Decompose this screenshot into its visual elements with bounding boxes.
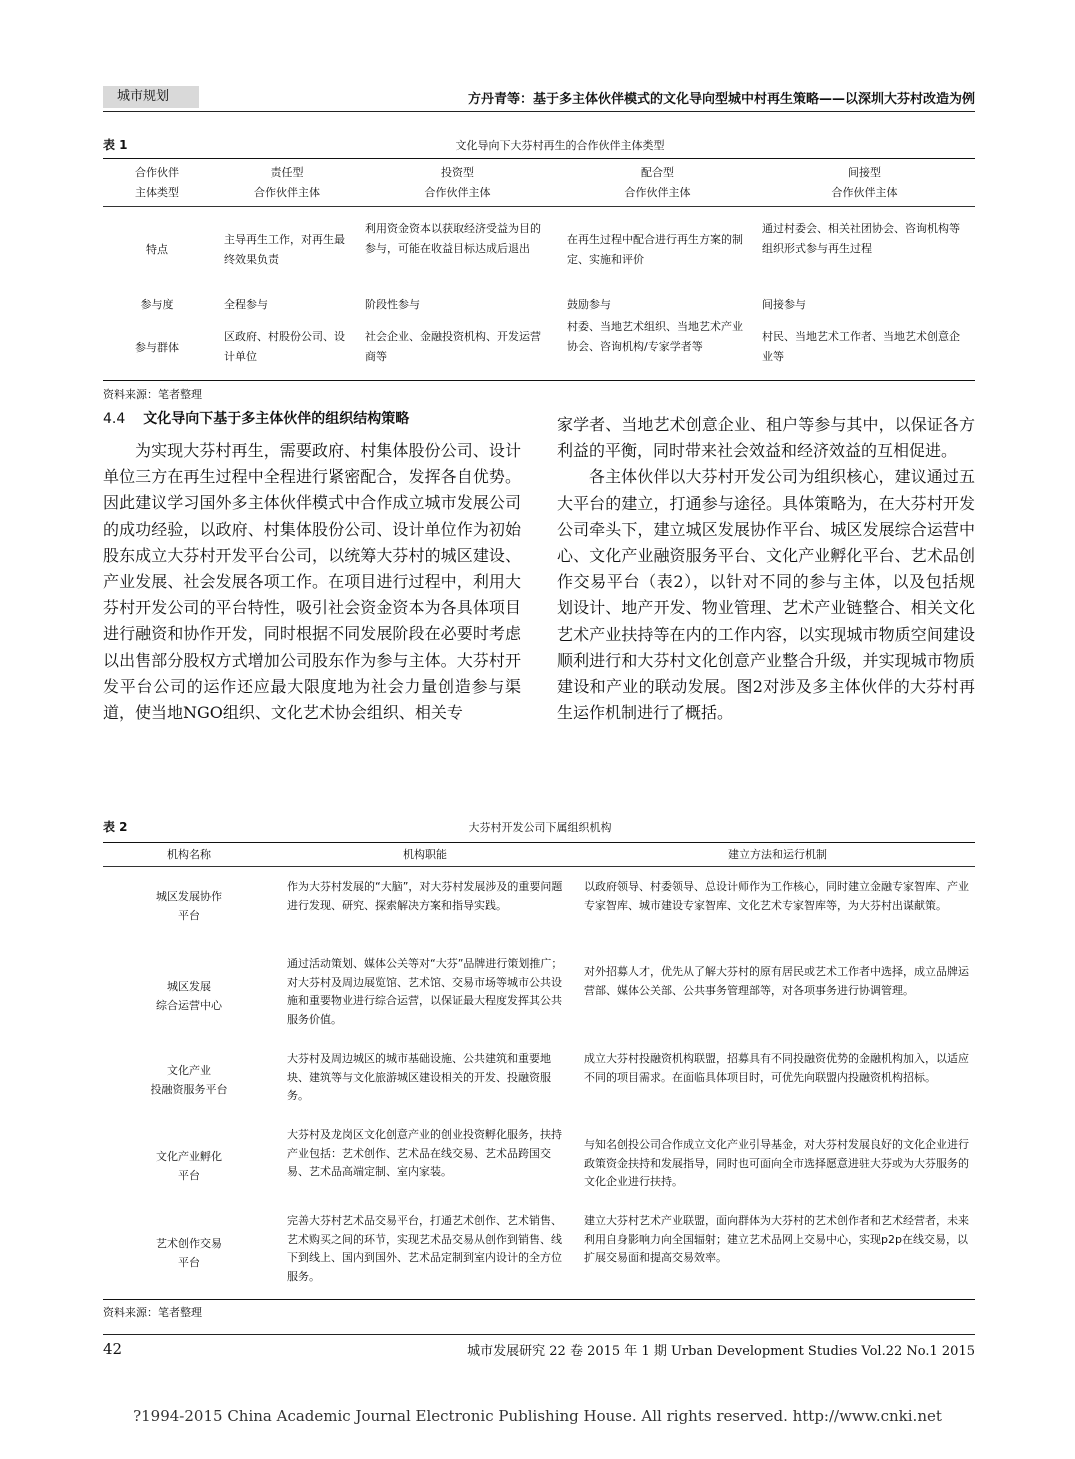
- section-tag: 城市规划: [103, 86, 199, 108]
- table1-row-label: 参与群体: [135, 341, 179, 354]
- table1-row-label: 参与度: [140, 298, 174, 311]
- section-number: 4.4: [103, 411, 126, 427]
- table2-mechanism-cell: 与知名创投公司合作成立文化产业引导基金，对大芬村发展良好的文化企业进行政策资金扶持和发展指导，同时也可面向全市选择愿意进驻大芬或为大芬服务的文化企业进行扶持。: [584, 1138, 969, 1188]
- table1-bottom-rule: [103, 380, 975, 381]
- table1-cell: 鼓励参与: [567, 298, 611, 311]
- table2-mechanism-cell: 建立大芬村艺术产业联盟，面向群体为大芬村的艺术创作者和艺术经营者，未来利用自身影响力向全国辐射；建立艺术品网上交易中心，实现p2p在线交易，以扩展交易面和提高交易效率。: [584, 1214, 969, 1264]
- table2-function-cell: 完善大芬村艺术品交易平台，打通艺术创作、艺术销售、艺术购买之间的环节，实现艺术品交易从创作到销售、线下到线上、国内到国外、艺术品定制到室内设计的全方位服务。: [287, 1214, 562, 1283]
- table1-top-rule: [103, 158, 975, 159]
- copyright-notice: ?1994-2015 China Academic Journal Electronic Publishing House. All rights reserved. http://www.cnki.net: [133, 1407, 942, 1425]
- table2-header-col0: 机构名称: [167, 848, 211, 861]
- table2-org-name: 文化产业 投融资服务平台: [150, 1064, 228, 1096]
- table1-cell: 村民、当地艺术工作者、当地艺术创意企业等: [762, 330, 960, 363]
- table2-function-cell: 通过活动策划、媒体公关等对“大芬”品牌进行策划推广；对大芬村及周边展览馆、艺术馆、交易市场等城市公共设施和重要物业进行综合运营，以保证最大程度发挥其公共服务价值。: [287, 957, 563, 1026]
- table1-source: 资料来源：笔者整理: [103, 388, 202, 401]
- table1-header-col1: 责任型 合作伙伴主体: [254, 166, 320, 199]
- table1-cell: 利用资金资本以获取经济受益为目的参与，可能在收益目标达成后退出: [365, 222, 541, 255]
- footer-rule: [103, 1334, 975, 1335]
- table2-function-cell: 作为大芬村发展的“大脑”，对大芬村发展涉及的重要问题进行发现、研究、探索解决方案和指导实践。: [287, 880, 563, 912]
- table2-header-col1: 机构职能: [403, 848, 447, 861]
- body-paragraph: 家学者、当地艺术创意企业、租户等参与其中，以保证各方利益的平衡，同时带来社会效益和经济效益的互相促进。: [557, 415, 975, 461]
- table1-header-col3: 配合型 合作伙伴主体: [624, 166, 691, 199]
- table1-cell: 社会企业、金融投资机构、开发运营商等: [365, 330, 541, 363]
- table2-source: 资料来源：笔者整理: [103, 1306, 202, 1319]
- table1-cell: 阶段性参与: [365, 298, 420, 311]
- body-paragraph: 为实现大芬村再生，需要政府、村集体股份公司、设计单位三方在再生过程中全程进行紧密配合，发挥各自优势。因此建议学习国外多主体伙伴模式中合作成立城市发展公司的成功经验，以政府、村集体股份公司、设计单位作为初始股东成立大芬村开发平台公司，以统筹大芬村的城区建设、产业发展、社会发展各项工作。在项目进行过程中，利用大芬村开发公司的平台特性，吸引社会资金资本为各具体项目进行融资和协作开发，同时根据不同发展阶段在必要时考虑以出售部分股权方式增加公司股东作为参与主体。大芬村开发平台公司的运作还应最大限度地为社会力量创造参与渠道，使当地NGO组织、文化艺术协会组织、相关专: [103, 441, 521, 723]
- table2-header-col2: 建立方法和运行机制: [728, 848, 827, 861]
- table1-title: 文化导向下大芬村再生的合作伙伴主体类型: [455, 139, 665, 152]
- table1-cell: 通过村委会、相关社团协会、咨询机构等组织形式参与再生过程: [762, 222, 960, 255]
- section-heading: [103, 408, 409, 428]
- page-number: 42: [103, 1340, 123, 1358]
- table2-mechanism-cell: 以政府领导、村委领导、总设计师作为工作核心，同时建立金融专家智库、产业专家智库、城市建设专家智库、文化艺术专家智库等，为大芬村出谋献策。: [584, 880, 969, 912]
- body-paragraph: 各主体伙伴以大芬村开发公司为组织核心，建议通过五大平台的建立，打通参与途径。具体策略为，在大芬村开发公司牵头下，建立城区发展协作平台、城区发展综合运营中心、文化产业融资服务平台、文化产业孵化平台、艺术品创作交易平台（表2），以针对不同的参与主体，以及包括规划设计、地产开发、物业管理、艺术产业链整合、相关文化艺术产业扶持等在内的工作内容，以实现城市物质空间建设顺利进行和大芬村文化创意产业整合升级，并实现城市物质建设和产业的联动发展。图2对涉及多主体伙伴的大芬村再生运作机制进行了概括。: [557, 467, 975, 723]
- header-rule: [103, 111, 975, 112]
- table1-cell: 区政府、村股份公司、设计单位: [224, 330, 345, 363]
- table2-org-name: 文化产业孵化 平台: [156, 1150, 222, 1182]
- body-right-column: [557, 412, 975, 726]
- table1-cell: 在再生过程中配合进行再生方案的制定、实施和评价: [567, 233, 743, 266]
- table2-org-name: 艺术创作交易 平台: [156, 1237, 222, 1269]
- table2-function-cell: 大芬村及龙岗区文化创意产业的创业投资孵化服务，扶持产业包括：艺术创作、艺术品在线交易、艺术品跨国交易、艺术品高端定制、室内家装。: [287, 1128, 562, 1178]
- table2-bottom-rule: [103, 1299, 975, 1300]
- section-title: 文化导向下基于多主体伙伴的组织结构策略: [143, 411, 410, 427]
- body-left-column: [103, 438, 521, 726]
- table2-org-name: 城区发展协作 平台: [156, 890, 222, 922]
- table1-header-rule: [103, 206, 975, 207]
- table1-cell: 主导再生工作，对再生最终效果负责: [224, 233, 345, 266]
- table2-title: 大芬村开发公司下属组织机构: [468, 821, 612, 834]
- table1-header-col0: 合作伙伴 主体类型: [135, 166, 179, 199]
- table1-label: 表 1: [103, 138, 128, 152]
- table2-label: 表 2: [103, 820, 128, 834]
- table2-top-rule: [103, 842, 975, 843]
- table2-function-cell: 大芬村及周边城区的城市基础设施、公共建筑和重要地块、建筑等与文化旅游城区建设相关的开发、投融资服务。: [287, 1052, 551, 1102]
- table1-row-label: 特点: [146, 243, 168, 256]
- table1-header-col4: 间接型 合作伙伴主体: [831, 166, 898, 199]
- table2-header-rule: [103, 866, 975, 867]
- running-title: 方丹青等：基于多主体伙伴模式的文化导向型城中村再生策略——以深圳大芬村改造为例: [467, 92, 975, 107]
- table2-mechanism-cell: 成立大芬村投融资机构联盟，招募具有不同投融资优势的金融机构加入，以适应不同的项目需求。在面临具体项目时，可优先向联盟内投融资机构招标。: [584, 1052, 969, 1084]
- table1-cell: 村委、当地艺术组织、当地艺术产业协会、咨询机构/专家学者等: [567, 320, 743, 353]
- table1-cell: 全程参与: [224, 298, 268, 311]
- table2-mechanism-cell: 对外招募人才，优先从了解大芬村的原有居民或艺术工作者中选择，成立品牌运营部、媒体公关部、公共事务管理部等，对各项事务进行协调管理。: [584, 965, 969, 997]
- table1-cell: 间接参与: [762, 298, 806, 311]
- journal-citation: 城市发展研究 22 卷 2015 年 1 期 Urban Development Studies Vol.22 No.1 2015: [467, 1344, 975, 1359]
- table1-header-col2: 投资型 合作伙伴主体: [424, 166, 491, 199]
- table2-org-name: 城区发展 综合运营中心: [156, 980, 222, 1012]
